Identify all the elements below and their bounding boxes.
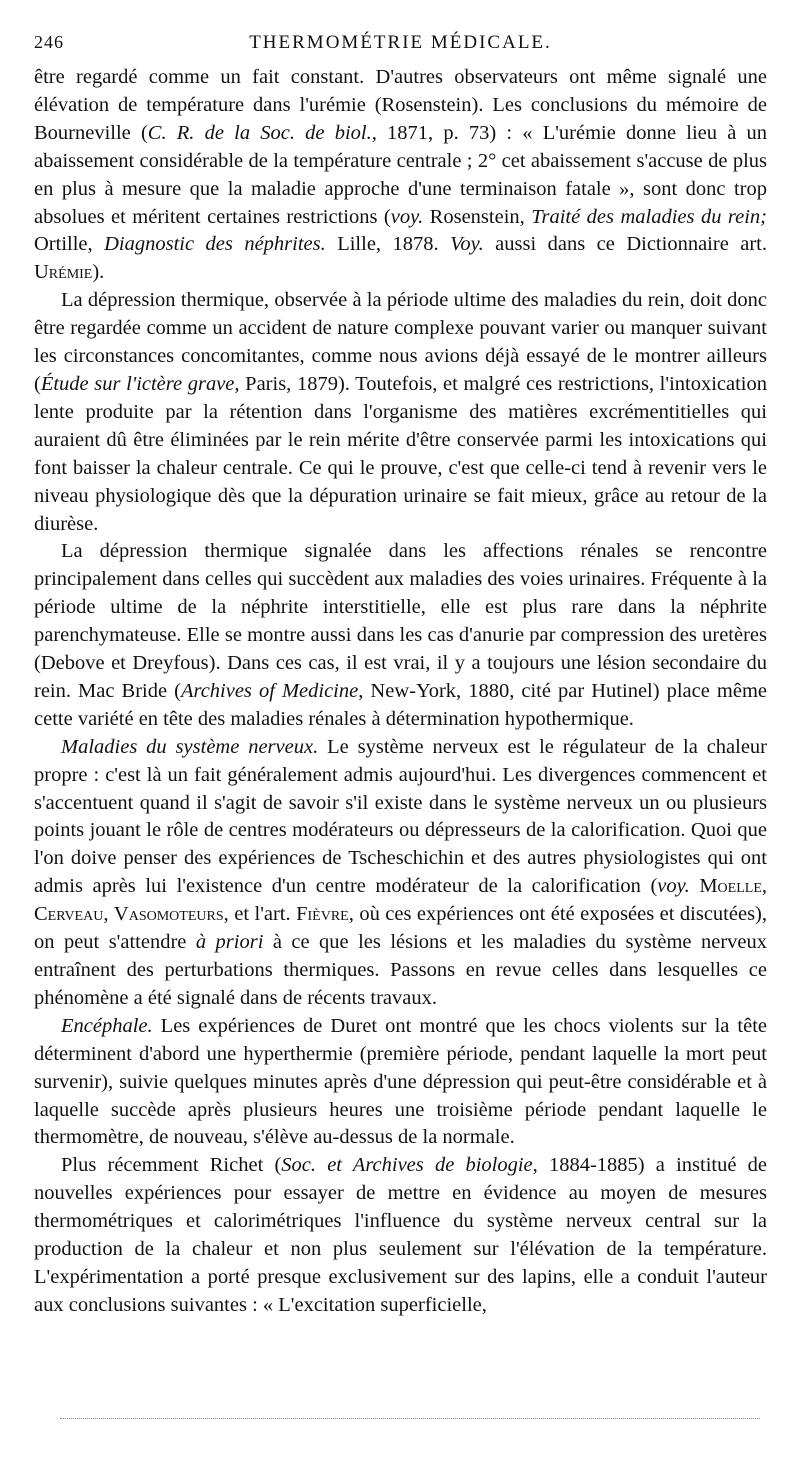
text-run: , 1871, p. 73) : « L'urémie donne lieu à un abaissement considérable de la température centrale ; 2° cet abaissement s'accuse de plus en plus à mesure que la maladie approche d'une terminaison fatale », sont donc trop absolues et méritent certaines restrictions ( [34,121,767,228]
text-run [690,875,700,897]
text-run: Plus récemment Richet ( [61,1154,282,1177]
text-run: La dépression thermique, observée à la période ultime des maladies du rein, doit donc être regardée comme un accident de nature complexe pouvant varier ou manquer suivant les circonstances concomitantes, comme nous avions déjà essayé de le montrer ailleurs ( [34,289,767,395]
italic-run: Voy. [450,233,484,256]
text-run: , Paris, 1879). Toutefois, et malgré ces restrictions, l'intoxication lente produite par la rétention dans l'organisme des matières excrémentitielles qui auraient dû être éliminées par le rein mérite d'être conservée parmi les intoxications qui font baisser la chaleur centrale. Ce qui le prouve, c'est que celle-ci tend à revenir vers le niveau physiologique dès que la dépuration urinaire se fait mieux, grâce au retour de la diurèse. [34,372,767,535]
text-run: à ce que les lésions et les maladies du système nerveux entraînent des perturbations thermiques. Passons en revue celles dans lesquelles ce phénomène a été signalé dans de récents travaux. [34,931,767,1009]
text-run: , 1884-1885) a institué de nouvelles expériences pour essayer de mettre en évidence au moyen de mesures thermométriques et calorimétriques l'influence du système nerveux central sur la production de la chaleur et non plus seulement sur l'élévation de la température. L'expérimentation a porté presque exclusivement sur des lapins, elle a conduit l'auteur aux conclusions suivantes : « L'excitation superficielle, [34,1154,767,1316]
text-run: , [761,875,767,898]
italic-run: C. R. de la Soc. de biol. [147,121,372,144]
text-run: , New-York, 1880, cité par Hutinel) place même cette variété en tête des maladies rénales à détermination hypothermique. [34,679,767,730]
paragraph [34,538,767,733]
paragraph [34,287,767,538]
text-run: La dépression thermique signalée dans les affections rénales se rencontre principalement dans celles qui succèdent aux maladies des voies urinaires. Fréquente à la période ultime de la néphrite interstitielle, elle est plus rare dans la néphrite parenchymateuse. Elle se montre aussi dans les cas d'anurie par compression des uretères (Debove et Dreyfous). Dans ces cas, il est vrai, il y a toujours une lésion secondaire du rein. Mac Bride ( [34,540,767,702]
text-run: , et l'art. [223,903,297,926]
text-run: aussi dans ce Dictionnaire art. [483,233,767,256]
paragraph [34,1013,767,1153]
italic-run: Soc. et Archives de biologie [281,1154,533,1177]
smallcaps-run: Moelle [699,875,762,898]
smallcaps-run: Fièvre [296,903,349,926]
text-run: , où ces expériences ont été exposées et discutées), on peut s'attendre [34,903,767,954]
smallcaps-run: Vasomoteurs [113,903,224,926]
smallcaps-run: Cerveau [34,903,104,926]
page-header [34,30,767,64]
italic-run: Diagnostic des néphrites. [104,233,326,256]
text-run: Les expériences de Duret ont montré que les chocs violents sur la tête déterminent d'abord une hyperthermie (première période, pendant laquelle la mort peut survenir), suivie quelques minutes après d'une dépression qui peut-être considérable et à laquelle succède après plusieurs heures une troisième période pendant laquelle le thermomètre, de nouveau, s'élève au-dessus de la normale. [34,1014,767,1149]
text-run: être regardé comme un fait constant. D'autres observateurs ont même signalé une élévation de température dans l'urémie (Rosenstein). Les conclusions du mémoire de Bourneville ( [34,66,767,144]
text-run: Rosenstein, [423,205,532,228]
italic-run: Encéphale. [61,1014,153,1037]
paragraph [34,64,767,287]
text-run: , [103,903,114,926]
paragraph [34,1152,767,1319]
italic-run: Maladies du système nerveux. [61,735,319,758]
italic-run: voy. [390,205,424,228]
italic-run: à priori [195,931,264,954]
footer-rule [60,1418,760,1419]
text-run: Lille, 1878. [325,233,451,256]
italic-run: Archives of Medicine [180,679,359,702]
page-number: 246 [34,32,64,52]
running-title: THERMOMÉTRIE MÉDICALE. [249,32,552,53]
italic-run: voy. [657,875,690,898]
text-run: ). [92,261,105,284]
smallcaps-run: Urémie [34,261,93,284]
italic-run: Étude sur l'ictère grave [40,372,235,395]
paragraph [34,734,767,1013]
text-run: Le système nerveux est le régulateur de la chaleur propre : c'est là un fait généralement admis aujourd'hui. Les divergences commencent et s'accentuent quand il s'agit de savoir s'il existe dans le système nerveux un ou plusieurs points jouant le rôle de centres modérateurs ou dépresseurs de la calorification. Quoi que l'on doive penser des expériences de Tscheschichin et des autres physiologistes qui ont admis après lui l'existence d'un centre modérateur de la calorification ( [34,735,768,898]
text-run: Ortille, [34,233,105,256]
italic-run: Traité des maladies du rein; [531,205,767,228]
